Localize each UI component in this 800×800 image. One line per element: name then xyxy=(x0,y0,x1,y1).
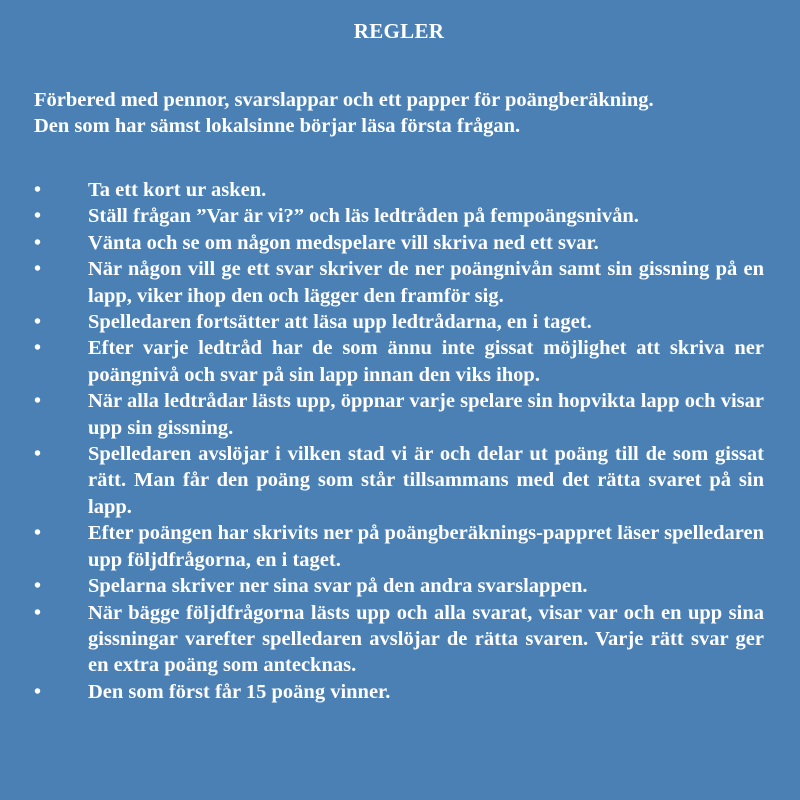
bullet-icon: • xyxy=(34,601,42,624)
rules-list xyxy=(34,177,764,705)
bullet-icon: • xyxy=(34,443,42,466)
intro-line-1: Förbered med pennor, svarslappar och ett papper för poängberäkning. xyxy=(34,89,654,111)
bullet-icon: • xyxy=(34,311,42,334)
bullet-icon: • xyxy=(34,258,42,281)
rule-text: Vänta och se om någon medspelare vill skriva ned ett svar. xyxy=(88,231,599,254)
bullet-icon: • xyxy=(34,522,42,545)
bullet-icon: • xyxy=(34,337,42,360)
bullet-icon: • xyxy=(34,231,42,254)
rule-text: När alla ledtrådar lästs upp, öppnar varje spelare sin hopvikta lapp och visar upp sin gissning. xyxy=(88,390,764,439)
intro-line-2: Den som har sämst lokalsinne börjar läsa första frågan. xyxy=(34,114,521,137)
rule-item xyxy=(34,600,764,679)
rule-item xyxy=(34,388,764,441)
rule-item xyxy=(34,203,764,229)
rule-text: Efter poängen har skrivits ner på poängberäknings-pappret läser spelledaren upp följdfrågorna, en i taget. xyxy=(88,522,764,571)
intro-paragraph xyxy=(34,88,764,139)
rule-text: När bägge följdfrågorna lästs upp och alla svarat, visar var och en upp sina gissningar varefter spelledaren avslöjar de rätta svaren. Varje rätt svar ger en extra poäng som antecknas. xyxy=(88,601,764,677)
rule-item xyxy=(34,256,764,309)
rule-item xyxy=(34,573,764,599)
bullet-icon: • xyxy=(34,179,42,201)
rule-text: När någon vill ge ett svar skriver de ner poängnivån samt sin gissning på en lapp, viker ihop den och lägger den framför sig. xyxy=(88,258,764,307)
rule-text: Ställ frågan ”Var är vi?” och läs ledtråden på fempoängsnivån. xyxy=(88,205,639,228)
rule-item xyxy=(34,177,764,203)
rule-text: Efter varje ledtråd har de som ännu inte gissat möjlighet att skriva ner poängnivå och svar på sin lapp innan den viks ihop. xyxy=(88,337,764,386)
rule-item xyxy=(34,441,764,520)
rule-text: Ta ett kort ur asken. xyxy=(88,179,267,201)
rule-text: Den som först får 15 poäng vinner. xyxy=(88,680,391,703)
rule-item xyxy=(34,309,764,335)
rule-item xyxy=(34,230,764,256)
bullet-icon: • xyxy=(34,575,42,598)
bullet-icon: • xyxy=(34,680,42,703)
rule-item xyxy=(34,679,764,705)
rule-text: Spelledaren avslöjar i vilken stad vi är och delar ut poäng till de som gissat rätt. Man får den poäng som står tillsammans med det rätta svaret på sin lapp. xyxy=(88,443,764,518)
rule-item xyxy=(34,335,764,388)
rule-item xyxy=(34,520,764,573)
rule-text: Spelarna skriver ner sina svar på den andra svarslappen. xyxy=(88,575,588,598)
rule-text: Spelledaren fortsätter att läsa upp ledtrådarna, en i taget. xyxy=(88,311,592,334)
bullet-icon: • xyxy=(34,205,42,228)
page-title: REGLER xyxy=(353,19,445,43)
bullet-icon: • xyxy=(34,390,42,413)
